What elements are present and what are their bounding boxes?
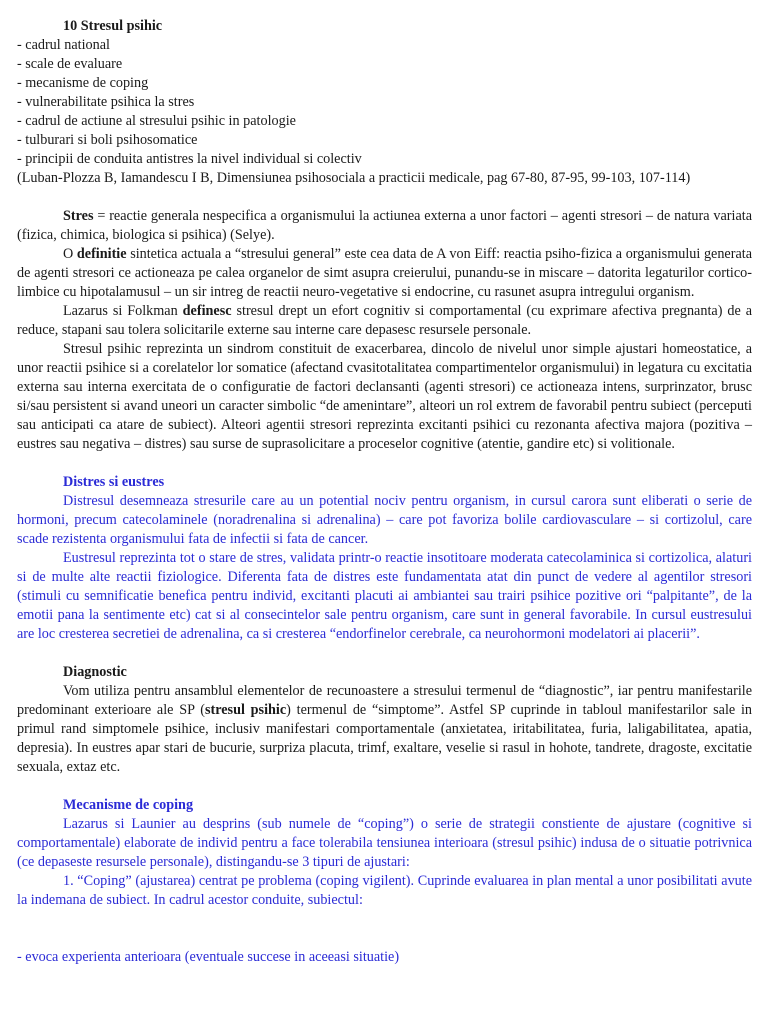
spacer (17, 644, 752, 663)
list-item: - tulburari si boli psihosomatice (17, 132, 198, 148)
stres-text: = reactie generala nespecifica a organismului la actiunea externa a unor factori – agenti stresori – de natura variata (fizica, chimica, biologica si psihica) (Selye). (17, 208, 752, 243)
diagnostic-text: ) termenul de “simptome”. Astfel SP cuprinde in tabloul manifestarilor sale in primul rand simptomele psihice, inclusiv manifestari comportamentale (anxietatea, iritabilitatea, furia, laligabilitatea, apatia, depresia). In eustres apar stari de bucurie, surpriza placuta, trimf, exaltare, veselie si rasul in hohote, tandrete, dragoste, excitatie sexuala, extaz etc. (17, 702, 753, 775)
spacer (17, 910, 752, 929)
lazarus-text: stresul drept un efort cognitiv si comportamental (cu exprimare afectiva pregnanta) de a reduce, stapani sau tolera solicitarile externe sau interne care depasesc resursele personale. (17, 303, 752, 338)
list-item: - scale de evaluare (17, 56, 123, 72)
section-heading-distres: Distres si eustres (63, 474, 165, 490)
list-item: - mecanisme de coping (17, 75, 149, 91)
paragraph-coping-intro: Lazarus si Launier au desprins (sub numele de “coping”) o serie de strategii constiente de ajustare (cognitive si comportamentale) elaborate de individ pentru a face tolerabila tensiunea interioara (stresul psihic) indusa de o situatie potrivnica (ce depaseste resursele personale), distingandu-se 3 tipuri de ajustari: (17, 816, 752, 870)
document-body (17, 17, 752, 967)
list-item: - vulnerabilitate psihica la stres (17, 94, 195, 110)
section-heading-coping: Mecanisme de coping (63, 797, 194, 813)
paragraph-definitie (17, 245, 752, 302)
term-stresul-psihic: stresul psihic (204, 702, 287, 718)
paragraph-lazarus (17, 302, 752, 340)
paragraph-stres (17, 207, 752, 245)
paragraph-eustres: Eustresul reprezinta tot o stare de stres, validata printr-o reactie insotitoare moderata catecolaminica si cortizolica, alaturi si de multe alte reactii fiziologice. Diferenta fata de distres este fundamentata atat din punct de vedere al agentilor stresori (stimuli cu semnificatie benefica pentru individ, excitanti placuti ai ambiantei sau trairi psihice pozitive ori “palpitante”, de la emotii pana la sentimente etc) cat si al consecintelor sale pentru organism, care sunt in general favorabile. In cursul eustresului are loc cresterea secretiei de adrenalina, ca si cresterea “endorfinelor cerebrale, ca neurohormoni modelatori ai placerii”. (17, 550, 752, 642)
diagnostic-pre: Vom utiliza pentru ansamblul elementelor de recunoastere a stresului termenul de “diagnostic”, iar pentru manifestarile predominant exterioare ale SP ( (17, 683, 752, 718)
definitie-pre: O (63, 246, 77, 262)
lazarus-pre: Lazarus si Folkman (63, 303, 183, 319)
list-item: - cadrul national (17, 37, 110, 53)
list-item: - principii de conduita antistres la nivel individual si colectiv (17, 151, 362, 167)
term-stres: Stres (63, 208, 94, 224)
spacer (17, 454, 752, 473)
page-title: 10 Stresul psihic (63, 18, 163, 34)
section-heading-diagnostic: Diagnostic (63, 664, 127, 680)
paragraph-stres-psihic: Stresul psihic reprezinta un sindrom constituit de exacerbarea, dincolo de nivelul unor simple ajustari homeostatice, a unor reactii psihice si a corelatelor lor somatice (afectand cvasitotalitatea compartimentelor organismului) in legatura cu excitatia externa sau interna exercitata de o configuratie de factori declansanti (agenti stresori) ce actioneaza intens, surprinzator, brusc si/sau persistent si avand uneori un caracter simbolic “de amenintare”, alteori un rol extrem de favorabil pentru subiect (perceputi sau anticipati ca atare de subiect). Alteori agentii stresori reprezinta excitanti psihici cu rezonanta afectiva majora (pozitiva – eustres sau negativa – distres) sau surse de suprasolicitare a proceselor cognitive (atentie, gandire etc) si volitionale. (17, 341, 752, 452)
term-definesc: definesc (182, 303, 232, 319)
spacer (17, 929, 752, 948)
paragraph-coping-1: 1. “Coping” (ajustarea) centrat pe problema (coping vigilent). Cuprinde evaluarea in plan mental a unor posibilitati avute la indemana de subiect. In cadrul acestor conduite, subiectul: (17, 873, 752, 908)
spacer (17, 777, 752, 796)
paragraph-diagnostic (17, 682, 752, 777)
list-item: - evoca experienta anterioara (eventuale succese in aceeasi situatie) (17, 949, 400, 965)
list-item: - cadrul de actiune al stresului psihic in patologie (17, 113, 296, 129)
paragraph-distres: Distresul desemneaza stresurile care au un potential nociv pentru organism, in cursul carora sunt eliberati o serie de hormoni, precum catecolaminele (noradrenalina si adrenalina) – care pot favoriza bolile cardiovasculare – si cortizolul, care scade rezistenta organismului fata de infectii si fata de cancer. (17, 493, 752, 547)
definitie-text: sintetica actuala a “stresului general” este cea data de A von Eiff: reactia psiho-fizica a organismului generata de agenti stresori ce actioneaza pe calea organelor de simt asupra creierului, punandu-se in miscare – datorita legaturilor cortico-limbice cu hipotalamusul – un sir intreg de reactii neuro-vegetative si endocrine, cu rasunet asupra intregului organism. (17, 246, 752, 300)
topic-list (17, 36, 752, 169)
term-definitie: definitie (76, 246, 127, 262)
reference: (Luban-Plozza B, Iamandescu I B, Dimensiunea psihosociala a practicii medicale, pag 67-80, 87-95, 99-103, 107-114) (17, 170, 691, 186)
spacer (17, 188, 752, 207)
